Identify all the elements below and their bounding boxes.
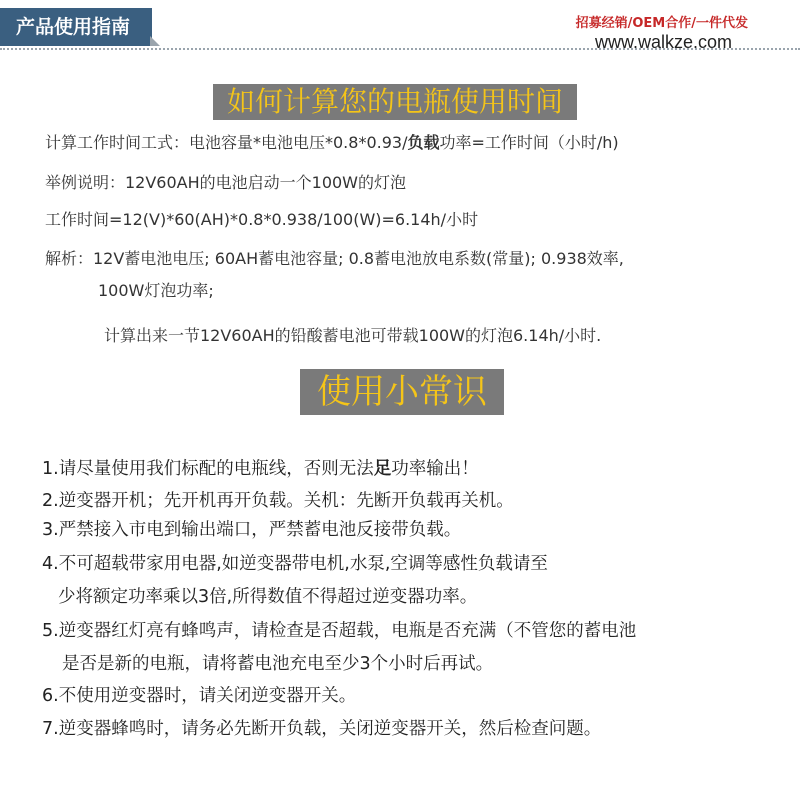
website-link[interactable]: www.walkze.com bbox=[594, 32, 732, 52]
tip-2: 2.逆变器开机；先开机再开负载。关机：先断开负载再关机。 bbox=[42, 491, 514, 511]
section-title-tips: 使用小常识 bbox=[300, 369, 504, 415]
tip-3: 3.严禁接入市电到输出端口，严禁蓄电池反接带负载。 bbox=[42, 520, 462, 540]
tip-1-bold: 足 bbox=[373, 459, 392, 479]
formula-bold: 负载 bbox=[407, 133, 440, 152]
formula-line bbox=[45, 130, 619, 153]
conclusion-line: 计算出来一节12V60AH的铅酸蓄电池可带载100W的灯泡6.14h/小时. bbox=[104, 326, 602, 345]
formula-suffix: 功率=工作时间（小时/h) bbox=[439, 133, 619, 152]
worktime-line: 工作时间=12(V)*60(AH)*0.8*0.938/100(W)=6.14h/小时 bbox=[45, 210, 479, 229]
analysis-line-2: 100W灯泡功率; bbox=[98, 281, 214, 300]
tip-4-line-1: 4.不可超载带家用电器,如逆变器带电机,水泵,空调等感性负载请至 bbox=[42, 554, 548, 574]
tip-6: 6.不使用逆变器时，请关闭逆变器开关。 bbox=[42, 686, 357, 706]
analysis-line-1: 解析：12V蓄电池电压; 60AH蓄电池容量; 0.8蓄电池放电系数(常量); 0.938效率, bbox=[45, 249, 624, 268]
tip-1-suffix: 功率输出！ bbox=[391, 459, 479, 479]
header-tab: 产品使用指南 bbox=[0, 8, 152, 46]
promo-text: 招募经销/OEM合作/一件代发 bbox=[575, 16, 748, 31]
tip-7: 7.逆变器蜂鸣时，请务必先断开负载，关闭逆变器开关，然后检查问题。 bbox=[42, 719, 602, 739]
tip-4-line-2: 少将额定功率乘以3倍,所得数值不得超过逆变器功率。 bbox=[58, 587, 478, 607]
tip-5-line-1: 5.逆变器红灯亮有蜂鸣声，请检查是否超载，电瓶是否充满（不管您的蓄电池 bbox=[42, 621, 637, 641]
section-title-calc: 如何计算您的电瓶使用时间 bbox=[213, 84, 577, 120]
tip-5-line-2: 是否是新的电瓶，请将蓄电池充电至少3个小时后再试。 bbox=[62, 654, 494, 674]
example-line: 举例说明：12V60AH的电池启动一个100W的灯泡 bbox=[45, 173, 407, 192]
tip-1 bbox=[42, 455, 479, 480]
header-tab-shadow bbox=[150, 36, 160, 46]
tip-1-prefix: 1.请尽量使用我们标配的电瓶线，否则无法 bbox=[42, 459, 374, 479]
formula-prefix: 计算工作时间工式：电池容量*电池电压*0.8*0.93/ bbox=[45, 133, 408, 152]
